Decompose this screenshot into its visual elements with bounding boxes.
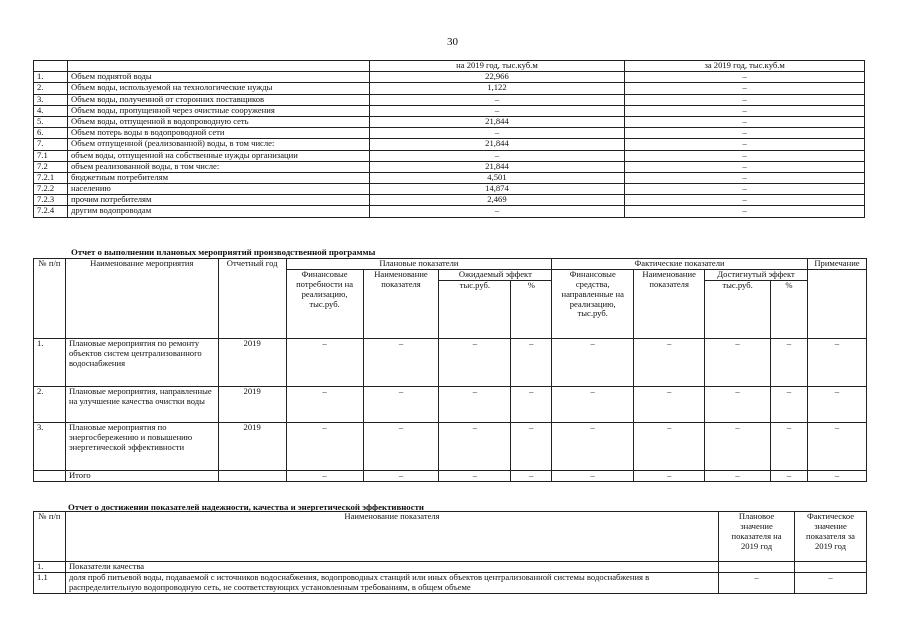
row-name: доля проб питьевой воды, подаваемой с источников водоснабжения, водопроводных станций или иных объектов централизованной системы водоснабжения в распределительную водопроводную сеть, не соответствующих установленным требованиям, в общем объеме bbox=[65, 572, 718, 593]
row-value-dash: – bbox=[439, 386, 511, 422]
row-number: 6. bbox=[34, 128, 68, 139]
table-row bbox=[34, 172, 865, 183]
row-name: прочим потребителям bbox=[67, 195, 369, 206]
fact-value-header: Фактическое значение показателя за 2019 год bbox=[795, 512, 867, 562]
table-row bbox=[34, 206, 865, 217]
total-value-dash: – bbox=[363, 470, 439, 481]
col-plan-header: на 2019 год, тыс.куб.м bbox=[369, 61, 625, 72]
row-plan-value: 1,122 bbox=[369, 83, 625, 94]
table-row bbox=[34, 116, 865, 127]
row-number: 7.2.3 bbox=[34, 195, 68, 206]
table-row bbox=[34, 105, 865, 116]
row-fact-value: – bbox=[625, 195, 865, 206]
row-name: Объем воды, полученной от сторонних поставщиков bbox=[67, 94, 369, 105]
table-row bbox=[34, 128, 865, 139]
row-fact-value: – bbox=[795, 572, 867, 593]
row-name: Плановые мероприятия по энергосбережению и повышению энергетической эффективности bbox=[65, 422, 218, 470]
row-value-dash: – bbox=[705, 386, 771, 422]
row-year: 2019 bbox=[218, 338, 286, 386]
row-value-dash: – bbox=[363, 422, 439, 470]
program-report-title: Отчет о выполнении плановых мероприятий производственной программы bbox=[71, 247, 376, 257]
row-year: 2019 bbox=[218, 386, 286, 422]
row-value-dash: – bbox=[511, 422, 552, 470]
row-fact-value: – bbox=[625, 72, 865, 83]
row-value-dash: – bbox=[634, 386, 705, 422]
total-value-dash: – bbox=[511, 470, 552, 481]
row-fact-value: – bbox=[625, 172, 865, 183]
num-header: № п/п bbox=[34, 512, 66, 562]
total-row bbox=[34, 470, 867, 481]
row-number: 2. bbox=[34, 386, 66, 422]
row-plan-value: 21,844 bbox=[369, 161, 625, 172]
row-name: Объем потерь воды в водопроводной сети bbox=[67, 128, 369, 139]
row-fact-value: – bbox=[625, 94, 865, 105]
row-plan-value: – bbox=[719, 572, 795, 593]
row-value-dash: – bbox=[363, 386, 439, 422]
row-plan-value: – bbox=[369, 105, 625, 116]
num-header: № п/п bbox=[34, 259, 66, 339]
row-name: объем воды, отпущенной на собственные нужды организации bbox=[67, 150, 369, 161]
row-number: 3. bbox=[34, 422, 66, 470]
row-number: 1.1 bbox=[34, 572, 66, 593]
row-name: Объем воды, используемой на технологические нужды bbox=[67, 83, 369, 94]
row-number: 7.1 bbox=[34, 150, 68, 161]
note-header: Примечание bbox=[807, 259, 866, 270]
row-fact-value: – bbox=[625, 139, 865, 150]
row-name: объем реализованной воды, в том числе: bbox=[67, 161, 369, 172]
row-value-dash: – bbox=[286, 386, 363, 422]
row-plan-value: 21,844 bbox=[369, 116, 625, 127]
row-value-dash: – bbox=[511, 386, 552, 422]
row-fact-value: – bbox=[625, 128, 865, 139]
row-fact-value: – bbox=[625, 105, 865, 116]
total-value-dash: – bbox=[552, 470, 634, 481]
row-fact-value: – bbox=[625, 150, 865, 161]
water-volume-table bbox=[33, 60, 865, 218]
total-value-dash: – bbox=[705, 470, 771, 481]
fact-finance-header: Финансовые средства, направленные на реализацию, тыс.руб. bbox=[552, 269, 634, 338]
fact-pct-header: % bbox=[771, 280, 808, 338]
total-label: Итого bbox=[65, 470, 218, 481]
achieved-effect-header: Достигнутый эффект bbox=[705, 269, 808, 280]
row-name: населению bbox=[67, 184, 369, 195]
row-number: 7.2.1 bbox=[34, 172, 68, 183]
row-value-dash: – bbox=[771, 338, 808, 386]
row-number: 7. bbox=[34, 139, 68, 150]
row-value-dash: – bbox=[807, 422, 866, 470]
plan-indicators-header: Плановые показатели bbox=[286, 259, 552, 270]
row-value-dash: – bbox=[552, 338, 634, 386]
row-number: 1. bbox=[34, 72, 68, 83]
row-fact-value: – bbox=[625, 161, 865, 172]
row-number: 7.2.2 bbox=[34, 184, 68, 195]
row-name: Показатели качества bbox=[65, 562, 718, 573]
row-fact-value: – bbox=[625, 83, 865, 94]
row-number: 4. bbox=[34, 105, 68, 116]
table-row bbox=[34, 72, 865, 83]
fact-indicators-header: Фактические показатели bbox=[552, 259, 808, 270]
expected-effect-header: Ожидаемый эффект bbox=[439, 269, 552, 280]
table-row bbox=[34, 572, 867, 593]
row-plan-value: 4,501 bbox=[369, 172, 625, 183]
row-number: 1. bbox=[34, 338, 66, 386]
row-value-dash: – bbox=[439, 422, 511, 470]
row-value-dash: – bbox=[552, 386, 634, 422]
row-number: 3. bbox=[34, 94, 68, 105]
row-value-dash: – bbox=[511, 338, 552, 386]
row-value-dash: – bbox=[705, 422, 771, 470]
row-plan-value bbox=[719, 562, 795, 573]
reliability-report-title: Отчет о достижении показателей надежности, качества и энергетической эффективности bbox=[68, 502, 424, 512]
total-value-dash: – bbox=[439, 470, 511, 481]
page-number: 30 bbox=[447, 36, 458, 48]
fact-indicator-name-header: Наименование показателя bbox=[634, 269, 705, 338]
plan-finance-header: Финансовые потребности на реализацию, тыс.руб. bbox=[286, 269, 363, 338]
table-row bbox=[34, 94, 865, 105]
row-plan-value: – bbox=[369, 128, 625, 139]
row-value-dash: – bbox=[807, 386, 866, 422]
row-plan-value: – bbox=[369, 206, 625, 217]
row-name: Плановые мероприятия, направленные на улучшение качества очистки воды bbox=[65, 386, 218, 422]
table-row bbox=[34, 386, 867, 422]
program-measures-table bbox=[33, 258, 867, 482]
row-value-dash: – bbox=[552, 422, 634, 470]
row-value-dash: – bbox=[771, 386, 808, 422]
plan-pct-header: % bbox=[511, 280, 552, 338]
reliability-indicators-table bbox=[33, 511, 867, 594]
plan-indicator-name-header: Наименование показателя bbox=[363, 269, 439, 338]
row-number: 7.2 bbox=[34, 161, 68, 172]
plan-value-header: Плановое значение показателя на 2019 год bbox=[719, 512, 795, 562]
indicator-name-header: Наименование показателя bbox=[65, 512, 718, 562]
row-plan-value: 2,469 bbox=[369, 195, 625, 206]
row-name: Объем отпущенной (реализованной) воды, в том числе: bbox=[67, 139, 369, 150]
table-header-row bbox=[34, 61, 865, 72]
fact-rub-header: тыс.руб. bbox=[705, 280, 771, 338]
plan-rub-header: тыс.руб. bbox=[439, 280, 511, 338]
table-row bbox=[34, 184, 865, 195]
row-plan-value: – bbox=[369, 150, 625, 161]
row-fact-value: – bbox=[625, 184, 865, 195]
row-value-dash: – bbox=[634, 422, 705, 470]
table-row bbox=[34, 150, 865, 161]
row-name: бюджетным потребителям bbox=[67, 172, 369, 183]
row-value-dash: – bbox=[286, 338, 363, 386]
row-value-dash: – bbox=[807, 338, 866, 386]
row-plan-value: 21,844 bbox=[369, 139, 625, 150]
row-year: 2019 bbox=[218, 422, 286, 470]
row-value-dash: – bbox=[439, 338, 511, 386]
row-name: Объем воды, пропущенной через очистные сооружения bbox=[67, 105, 369, 116]
row-name: Объем поднятой воды bbox=[67, 72, 369, 83]
total-value-dash: – bbox=[807, 470, 866, 481]
year-header: Отчетный год bbox=[218, 259, 286, 339]
row-value-dash: – bbox=[286, 422, 363, 470]
row-number: 5. bbox=[34, 116, 68, 127]
row-number: 1. bbox=[34, 562, 66, 573]
table-row bbox=[34, 338, 867, 386]
row-name: Объем воды, отпущенной в водопроводную сеть bbox=[67, 116, 369, 127]
table-row bbox=[34, 195, 865, 206]
col-fact-header: за 2019 год, тыс.куб.м bbox=[625, 61, 865, 72]
row-value-dash: – bbox=[363, 338, 439, 386]
row-value-dash: – bbox=[705, 338, 771, 386]
row-name: Плановые мероприятия по ремонту объектов систем централизованного водоснабжения bbox=[65, 338, 218, 386]
table-row bbox=[34, 562, 867, 573]
row-plan-value: – bbox=[369, 94, 625, 105]
table-row bbox=[34, 139, 865, 150]
row-value-dash: – bbox=[634, 338, 705, 386]
table-row bbox=[34, 83, 865, 94]
row-value-dash: – bbox=[771, 422, 808, 470]
total-value-dash: – bbox=[634, 470, 705, 481]
table-row bbox=[34, 161, 865, 172]
total-value-dash: – bbox=[771, 470, 808, 481]
total-value-dash: – bbox=[286, 470, 363, 481]
row-fact-value: – bbox=[625, 116, 865, 127]
row-fact-value: – bbox=[625, 206, 865, 217]
row-plan-value: 22,966 bbox=[369, 72, 625, 83]
table-row bbox=[34, 422, 867, 470]
row-number: 7.2.4 bbox=[34, 206, 68, 217]
row-fact-value bbox=[795, 562, 867, 573]
measure-name-header: Наименование мероприятия bbox=[65, 259, 218, 339]
row-plan-value: 14,874 bbox=[369, 184, 625, 195]
row-name: другим водопроводам bbox=[67, 206, 369, 217]
row-number: 2. bbox=[34, 83, 68, 94]
